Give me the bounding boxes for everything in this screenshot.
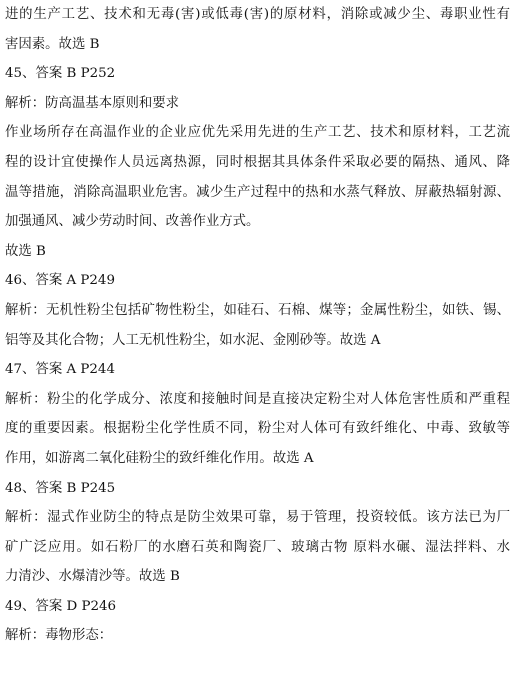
text-line-12: 铝等及其化合物；人工无机性粉尘，如水泥、金刚砂等。故选 A [5, 332, 381, 348]
text-line-7: 温等措施，消除高温职业危害。减少生产过程中的热和水蒸气释放、屏蔽热辐射源、 [5, 184, 510, 200]
text-line-1: 进的生产工艺、技术和无毒(害)或低毒(害)的原材料，消除或减少尘、毒职业性有 [5, 7, 510, 22]
answer-heading-49: 49、答案 D P246 [5, 598, 117, 614]
conclusion-45: 故选 B [5, 243, 46, 259]
analysis-line-45: 解析：防高温基本原则和要求 [5, 95, 180, 111]
analysis-line-49: 解析：毒物形态： [5, 628, 113, 644]
text-line-16: 作用，如游离二氧化硅粉尘的致纤维化作用。故选 A [5, 450, 314, 466]
text-line-5: 作业场所存在高温作业的企业应优先采用先进的生产工艺、技术和原材料，工艺流 [5, 125, 510, 141]
text-line-15: 度的重要因素。根据粉尘化学性质不同，粉尘对人体可有致纤维化、中毒、致敏等 [5, 421, 510, 437]
answer-heading-46: 46、答案 A P249 [5, 273, 115, 289]
text-line-19: 矿广泛应用。如石粉厂的水磨石英和陶瓷厂、玻璃古物 原料水碾、湿法拌料、水 [5, 539, 510, 555]
text-line-20: 力清沙、水爆清沙等。故选 B [5, 569, 180, 585]
analysis-line-48: 解析：湿式作业防尘的特点是防尘效果可靠，易于管理，投资较低。该方法已为厂 [5, 510, 510, 526]
analysis-line-46: 解析：无机性粉尘包括矿物性粉尘，如硅石、石棉、煤等；金属性粉尘，如铁、锡、 [5, 302, 510, 318]
answer-heading-45: 45、答案 B P252 [5, 66, 116, 82]
text-line-2: 害因素。故选 B [5, 36, 100, 52]
analysis-line-47: 解析：粉尘的化学成分、浓度和接触时间是直接决定粉尘对人体危害性质和严重程 [5, 391, 510, 407]
text-line-8: 加强通风、减少劳动时间、改善作业方式。 [5, 214, 260, 230]
answer-heading-47: 47、答案 A P244 [5, 362, 115, 378]
document-page [5, 0, 510, 651]
text-line-6: 程的设计宜使操作人员远离热源，同时根据其具体条件采取必要的隔热、通风、降 [5, 154, 510, 170]
answer-heading-48: 48、答案 B P245 [5, 480, 116, 496]
